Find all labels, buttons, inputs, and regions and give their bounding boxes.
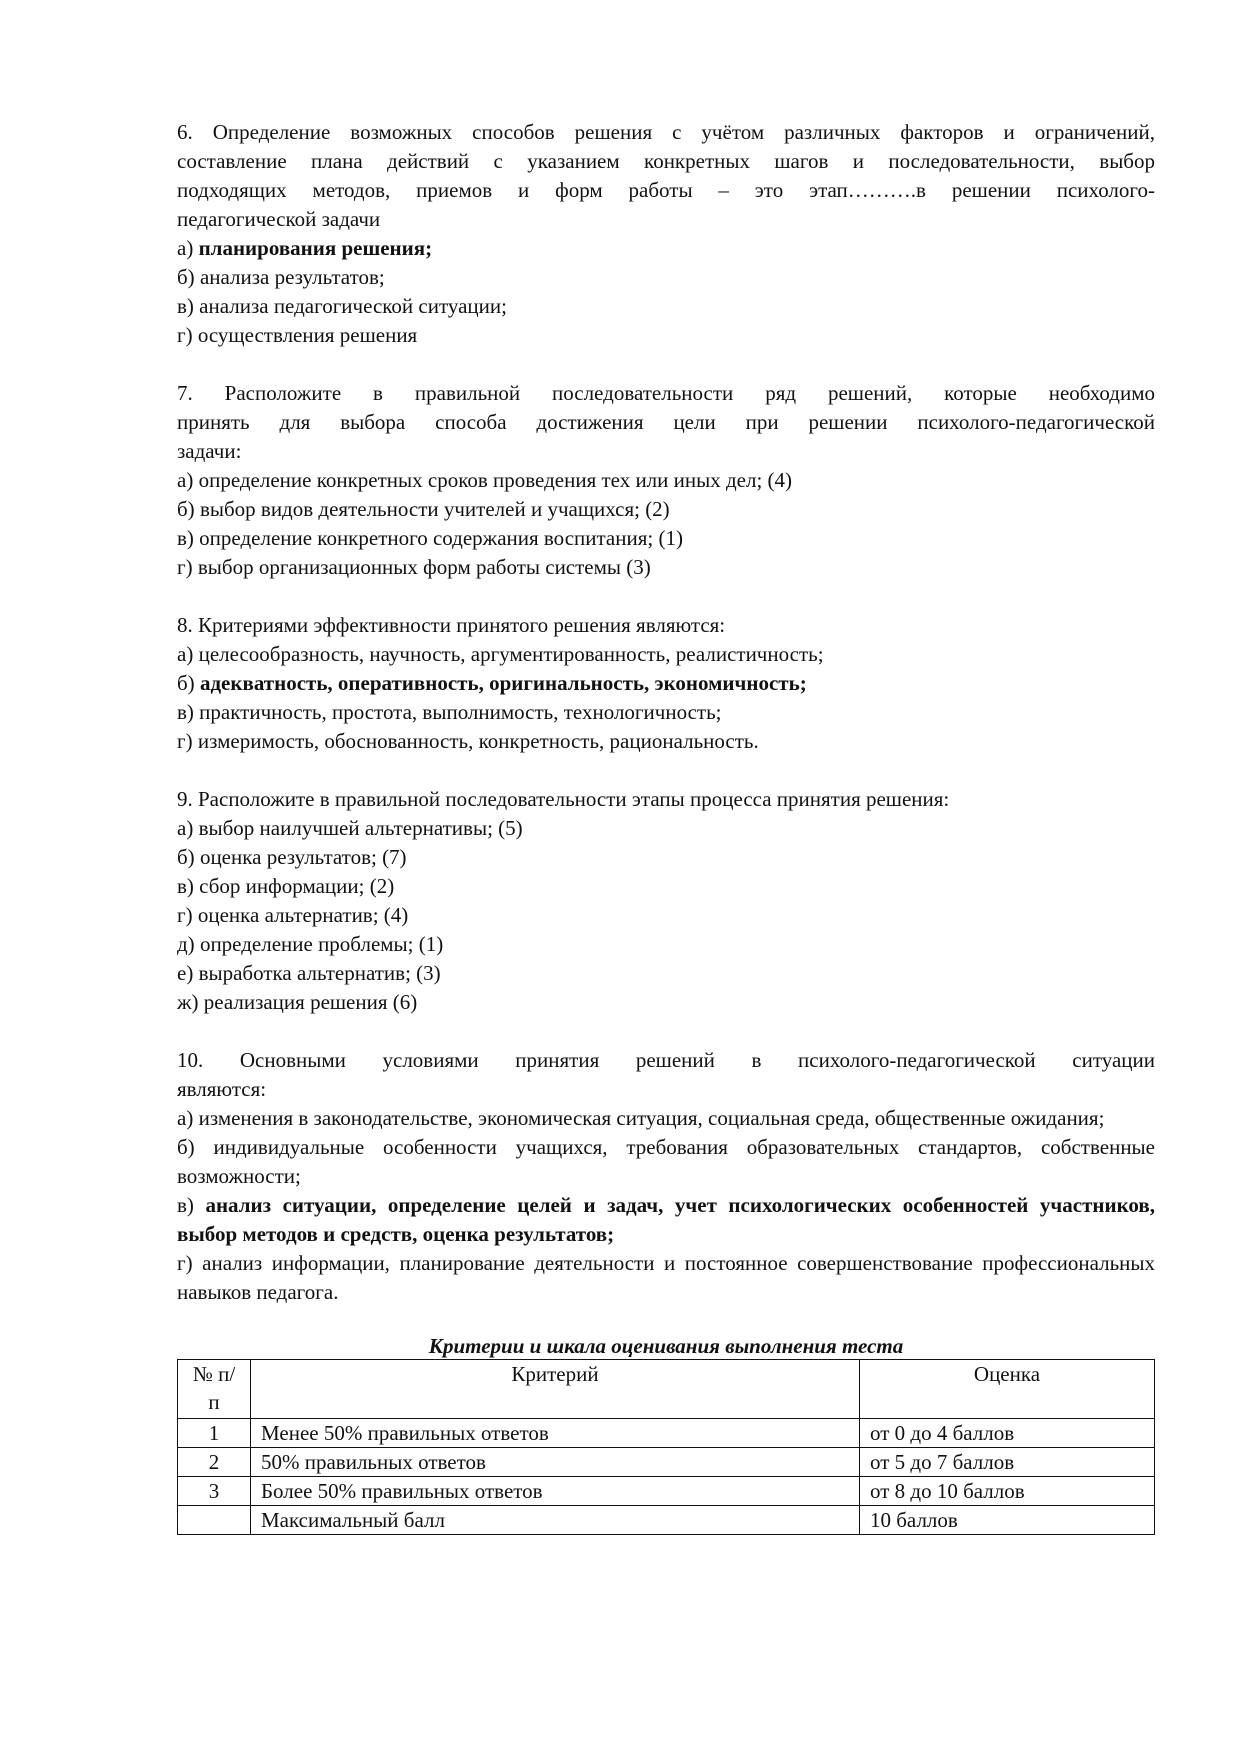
row-score: от 8 до 10 баллов [860, 1477, 1155, 1506]
answer-option: г) измеримость, обоснованность, конкретность, рациональность. [177, 729, 759, 753]
question-text-line: составление плана действий с указанием конкретных шагов и последовательности, выбор [177, 149, 1155, 173]
answer-option: г) осуществления решения [177, 323, 418, 347]
answer-option: б) выбор видов деятельности учителей и учащихся; (2) [177, 497, 670, 521]
table-row [178, 1419, 1155, 1448]
row-criterion: Менее 50% правильных ответов [251, 1419, 860, 1448]
answer-option: а) изменения в законодательстве, экономическая ситуация, социальная среда, общественные ожидания; [177, 1106, 1105, 1130]
answer-option: в) анализ ситуации, определение целей и задач, учет психологических особенностей участников, выбор методов и средств, оценка результатов; [177, 1193, 1155, 1246]
answer-option: б) адекватность, оперативность, оригинальность, экономичность; [177, 671, 807, 695]
table-caption: Критерии и шкала оценивания выполнения теста [428, 1334, 904, 1358]
header-criterion: Критерий [251, 1360, 860, 1419]
question-text-line: являются: [177, 1077, 267, 1101]
question-text-line: подходящих методов, приемов и форм работы – это этап……….в решении психолого- [177, 178, 1155, 202]
row-criterion: Максимальный балл [251, 1506, 860, 1535]
answer-option: г) выбор организационных форм работы системы (3) [177, 555, 651, 579]
question-text-line: 10. Основными условиями принятия решений в психолого-педагогической ситуации [177, 1048, 1155, 1072]
row-number [178, 1506, 251, 1535]
answer-option: б) индивидуальные особенности учащихся, требования образовательных стандартов, собственные возможности; [177, 1135, 1155, 1188]
answer-option: в) сбор информации; (2) [177, 874, 395, 898]
question-10 [177, 1046, 1155, 1307]
row-criterion: Более 50% правильных ответов [251, 1477, 860, 1506]
question-9 [177, 785, 1155, 1017]
answer-option: в) определение конкретного содержания воспитания; (1) [177, 526, 683, 550]
question-text-line: педагогической задачи [177, 207, 381, 231]
correct-answer: адекватность, оперативность, оригинальность, экономичность; [199, 671, 807, 695]
question-text-line: 6. Определение возможных способов решения с учётом различных факторов и ограничений, [177, 120, 1155, 144]
table-row [178, 1477, 1155, 1506]
answer-option: д) определение проблемы; (1) [177, 932, 444, 956]
answer-option: г) оценка альтернатив; (4) [177, 903, 409, 927]
question-8 [177, 611, 1155, 756]
correct-answer: анализ ситуации, определение целей и задач, учет психологических особенностей участников, выбор методов и средств, оценка результатов; [177, 1193, 1155, 1246]
criteria-table [177, 1359, 1155, 1535]
row-score: 10 баллов [860, 1506, 1155, 1535]
row-score: от 0 до 4 баллов [860, 1419, 1155, 1448]
question-text-line: задачи: [177, 439, 242, 463]
question-6 [177, 118, 1155, 350]
header-number: № п/п [178, 1360, 251, 1419]
row-number: 2 [178, 1448, 251, 1477]
table-header-row [178, 1360, 1155, 1419]
answer-option: в) практичность, простота, выполнимость, технологичность; [177, 700, 722, 724]
table-row [178, 1506, 1155, 1535]
answer-option: е) выработка альтернатив; (3) [177, 961, 441, 985]
answer-option: а) определение конкретных сроков проведения тех или иных дел; (4) [177, 468, 793, 492]
row-score: от 5 до 7 баллов [860, 1448, 1155, 1477]
document-page [177, 118, 1155, 1535]
table-row [178, 1448, 1155, 1477]
header-score: Оценка [860, 1360, 1155, 1419]
question-text-line: 9. Расположите в правильной последовательности этапы процесса принятия решения: [177, 787, 950, 811]
answer-option: а) планирования решения; [177, 236, 433, 260]
row-criterion: 50% правильных ответов [251, 1448, 860, 1477]
question-7 [177, 379, 1155, 582]
answer-option: в) анализа педагогической ситуации; [177, 294, 507, 318]
answer-option: а) выбор наилучшей альтернативы; (5) [177, 816, 523, 840]
question-text-line: 7. Расположите в правильной последовательности ряд решений, которые необходимо [177, 381, 1155, 405]
row-number: 1 [178, 1419, 251, 1448]
row-number: 3 [178, 1477, 251, 1506]
correct-answer: планирования решения; [198, 236, 433, 260]
answer-option: б) анализа результатов; [177, 265, 385, 289]
answer-option: ж) реализация решения (6) [177, 990, 418, 1014]
answer-option: г) анализ информации, планирование деятельности и постоянное совершенствование профессиональных навыков педагога. [177, 1251, 1155, 1304]
question-text-line: принять для выбора способа достижения цели при решении психолого-педагогической [177, 410, 1155, 434]
answer-option: б) оценка результатов; (7) [177, 845, 407, 869]
answer-option: а) целесообразность, научность, аргументированность, реалистичность; [177, 642, 824, 666]
question-text-line: 8. Критериями эффективности принятого решения являются: [177, 613, 726, 637]
